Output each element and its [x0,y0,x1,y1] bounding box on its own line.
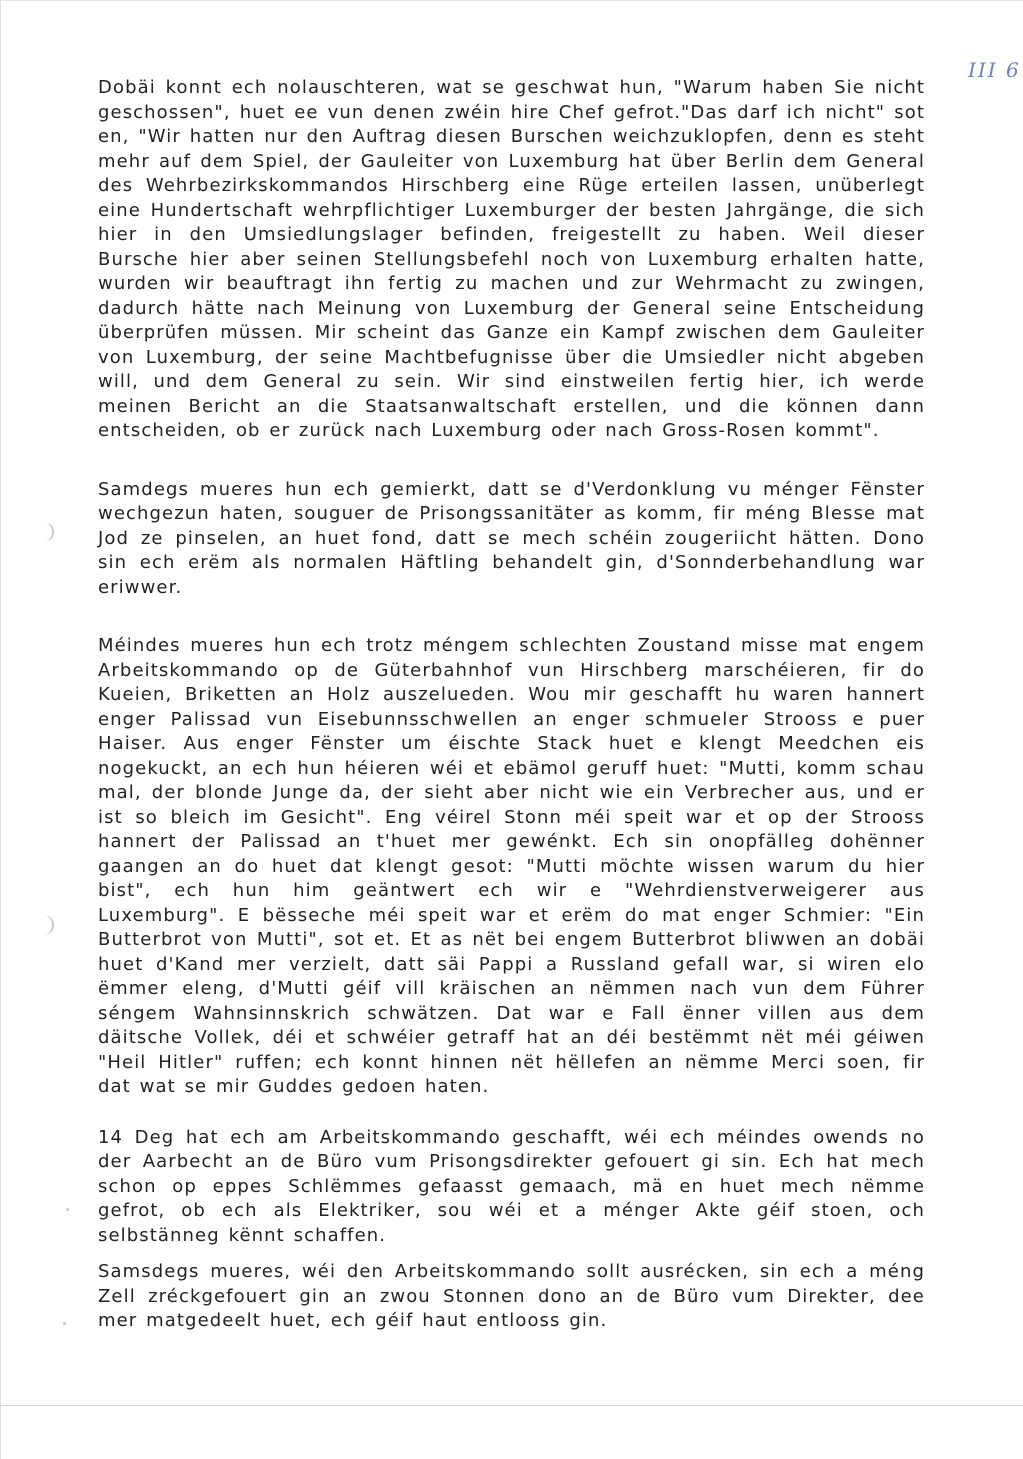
scan-speck [63,1322,66,1325]
paragraph-3: Méindes mueres hun ech trotz méngem schlechten Zoustand misse mat engem Arbeitskommando op de Güterbahnhof vun Hirschberg marschéieren, fir do Kueien, Briketten an Holz auszelueden. Wou mir geschafft hu waren hannert enger Palissad vun Eisebunnsschwellen an enger schmueler Strooss e puer Haiser. Aus enger Fënster um éischte Stack huet e klengt Meedchen eis nogekuckt, an ech hun héieren wéi et ebämol geruff huet: "Mutti, komm schau mal, der blonde Junge da, der sieht aber nicht wie ein Verbrecher aus, und er ist so bleich im Gesicht". Eng véirel Stonn méi speit war et op der Strooss hannert der Palissad an t'huet mer gewénkt. Ech sin onopfälleg dohënner gaangen an do huet dat klengt gesot: "Mutti möchte wissen warum du hier bist", ech hun him geäntwert ech wir e "Wehrdienstverweigerer aus Luxemburg". E bësseche méi speit war et erëm do mat enger Schmier: "Ein Butterbrot von Mutti", sot et. Et as nët bei engem Butterbrot bliwwen an dobäi huet d'Kand mer verzielt, datt säi Pappi a Russland gefall war, si wiren elo ëmmer eleng, d'Mutti géif vill kräischen an nëmmen nach vun dem Führer séngem Wahnsinnskrich schwätzen. Dat war e Fall ënner villen aus dem däitsche Vollek, déi et schwéier getraff hat an déi bestëmmt nët méi géiwen "Heil Hitler" ruffen; ech konnt hinnen nët hëllefen an nëmme Merci soen, fir dat wat se mir Guddes gedoen haten. [98,635,925,1097]
page-number-mark: III 6 [968,58,1021,82]
document-body [98,76,925,1334]
paragraph-1: Dobäi konnt ech nolauschteren, wat se geschwat hun, "Warum haben Sie nicht geschossen", huet ee vun denen zwéin hire Chef gefrot."Das darf ich nicht" sot en, "Wir hatten nur den Auftrag diesen Burschen weichzuklopfen, denn es steht mehr auf dem Spiel, der Gauleiter von Luxemburg hat über Berlin dem General des Wehrbezirkskommandos Hirschberg eine Rüge erteilen lassen, unüberlegt eine Hundertschaft wehrpflichtiger Luxemburger der besten Jahrgänge, die sich hier in den Umsiedlungslager befinden, freigestellt zu haben. Weil dieser Bursche hier aber seinen Stellungsbefehl noch von Luxemburg erhalten hatte, wurden wir beauftragt ihn fertig zu machen und zur Wehrmacht zu zwingen, dadurch hätte nach Meinung von Luxemburg der General seine Entscheidung überprüfen müssen. Mir scheint das Ganze ein Kampf zwischen dem Gauleiter von Luxemburg, der seine Machtbefugnisse über die Umsiedler nicht abgeben will, und dem General zu sein. Wir sind einstweilen fertig hier, ich werde meinen Bericht an die Staatsanwaltschaft erstellen, und die können dann entscheiden, ob er zurück nach Luxemburg oder nach Gross-Rosen kommt". [98,77,925,441]
paragraph-2: Samdegs mueres hun ech gemierkt, datt se d'Verdonklung vu ménger Fënster wechgezun haten, souguer de Prisongssanitäter as komm, fir méng Blesse mat Jod ze pinselen, an huet fond, datt se mech schéin zougeriicht hätten. Dono sin ech erëm als normalen Häftling behandelt gin, d'Sonnderbehandlung war eriwwer. [98,478,925,598]
scan-speck [66,1208,69,1211]
paragraph-5: Samsdegs mueres, wéi den Arbeitskommando sollt ausrécken, sin ech a méng Zell zréckgefouert gin an zwou Stonnen dono an de Büro vum Direkter, dee mer matgedeelt huet, ech géif haut entlooss gin. [98,1261,925,1331]
paragraph-4: 14 Deg hat ech am Arbeitskommando geschafft, wéi ech méindes owends no der Aarbecht an de Büro vum Prisongsdirekter gefouert gi sin. Ech hat mech schon op eppes Schlëmmes gefaasst gemaach, mä en huet mech nëmme gefrot, ob ech als Elektriker, sou wéi et a ménger Akte géif stoen, och selbstänneg kënnt schaffen. [98,1126,925,1246]
